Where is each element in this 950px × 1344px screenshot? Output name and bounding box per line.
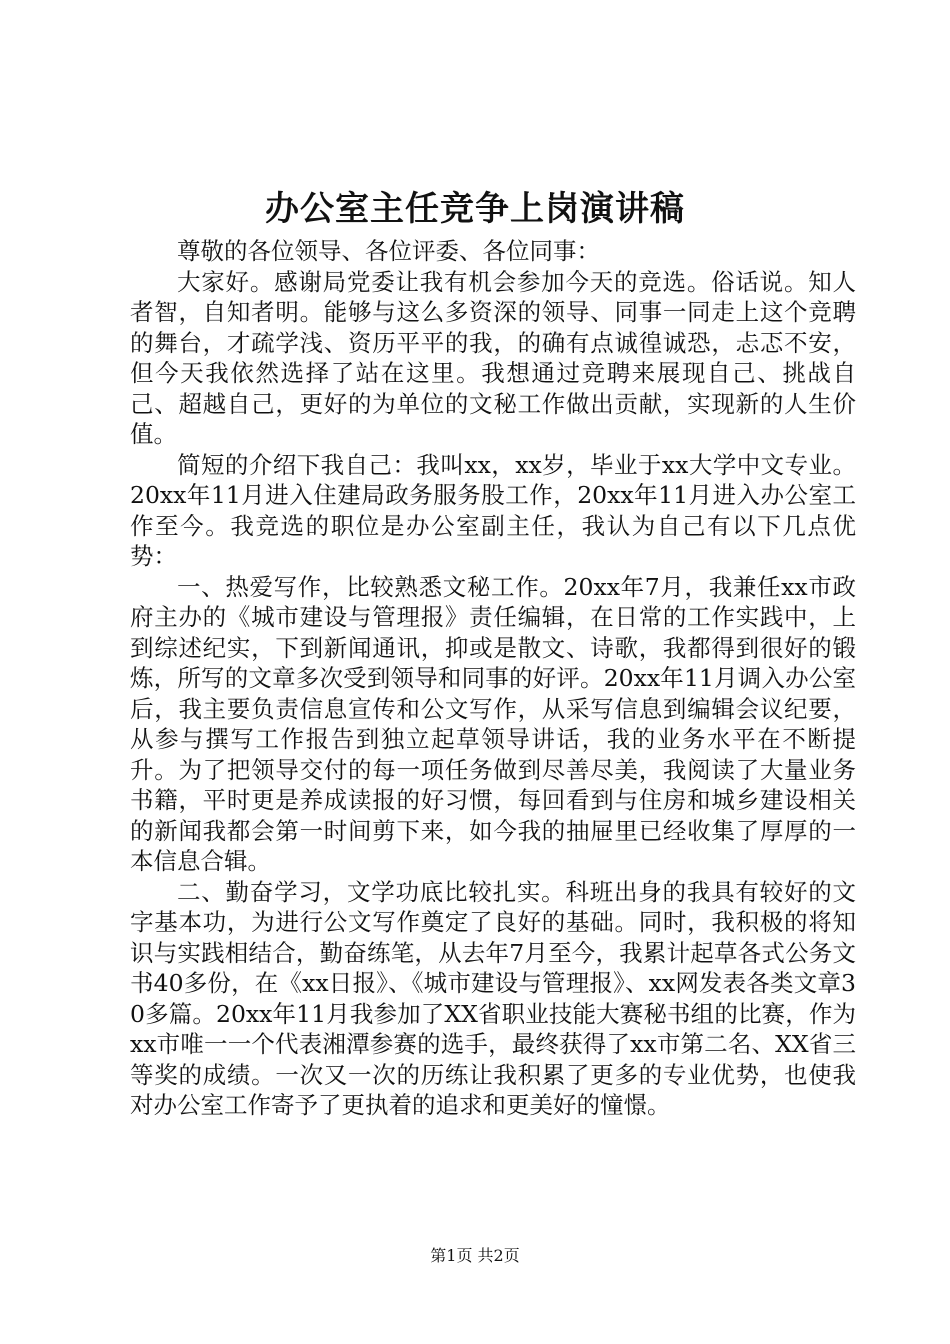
- salutation-paragraph: 尊敬的各位领导、各位评委、各位同事：: [177, 237, 600, 265]
- document-title: 办公室主任竞争上岗演讲稿: [265, 189, 685, 229]
- self-introduction-paragraph: 简短的介绍下我自己：我叫xx，xx岁，毕业于xx大学中文专业。20xx年11月进入住建局政务服务股工作，20xx年11月进入办公室工作至今。我竞选的职位是办公室副主任，我认为自己有以下几点优势：: [130, 450, 856, 570]
- greeting-paragraph: 大家好。感谢局党委让我有机会参加今天的竞选。俗话说。知人者智，自知者明。能够与这么多资深的领导、同事一同走上这个竞聘的舞台，才疏学浅、资历平平的我，的确有点诚徨诚恐，忐忑不安，但今天我依然选择了站在这里。我想通过竞聘来展现自己、挑战自己、超越自己，更好的为单位的文秘工作做出贡献，实现新的人生价值。: [130, 267, 856, 448]
- document-body: [130, 236, 856, 1121]
- page-number-footer: 第1页 共2页: [430, 1246, 520, 1265]
- advantage-one-paragraph: 一、热爱写作，比较熟悉文秘工作。20xx年7月，我兼任xx市政府主办的《城市建设与管理报》责任编辑，在日常的工作实践中，上到综述纪实，下到新闻通讯，抑或是散文、诗歌，我都得到很好的锻炼，所写的文章多次受到领导和同事的好评。20xx年11月调入办公室后，我主要负责信息宣传和公文写作，从采写信息到编辑会议纪要，从参与撰写工作报告到独立起草领导讲话，我的业务水平在不断提升。为了把领导交付的每一项任务做到尽善尽美，我阅读了大量业务书籍，平时更是养成读报的好习惯，每回看到与住房和城乡建设相关的新闻我都会第一时间剪下来，如今我的抽屉里已经收集了厚厚的一本信息合辑。: [130, 572, 856, 875]
- advantage-two-paragraph: 二、勤奋学习，文学功底比较扎实。科班出身的我具有较好的文字基本功，为进行公文写作奠定了良好的基础。同时，我积极的将知识与实践相结合，勤奋练笔，从去年7月至今，我累计起草各式公务文书40多份，在《xx日报》、《城市建设与管理报》、xx网发表各类文章30多篇。20xx年11月我参加了XX省职业技能大赛秘书组的比赛，作为xx市唯一一个代表湘潭参赛的选手，最终获得了xx市第二名、XX省三等奖的成绩。一次又一次的历练让我积累了更多的专业优势，也使我对办公室工作寄予了更执着的追求和更美好的憧憬。: [130, 877, 856, 1119]
